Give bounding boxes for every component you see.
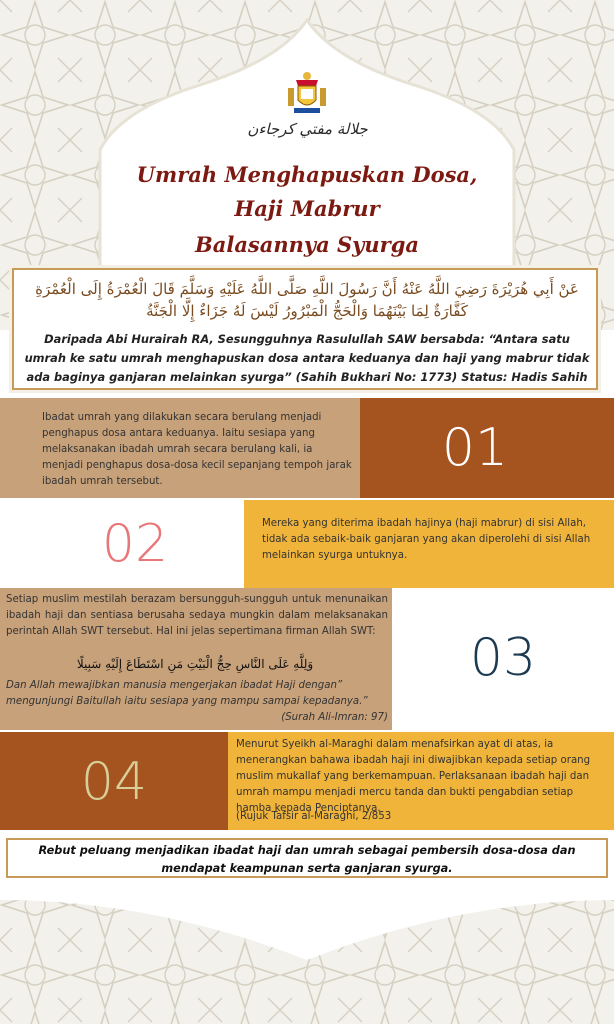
geometric-pattern-bottom bbox=[0, 870, 614, 1024]
point-01-number: 01 bbox=[441, 418, 509, 478]
point-04-text: Menurut Syeikh al-Maraghi dalam menafsirkan ayat di atas, ia menerangkan bahawa ibadah haji ini diwajibkan kepada setiap orang muslim mukallaf yang berkemampuan. Perlaksanaan ibadah haji dan umrah mampu menjadi mercu tanda dan bukti pengabdian setiap hamba kepada Penciptanya. bbox=[236, 739, 591, 814]
hadith-arabic-text: عَنْ أَبِي هُرَيْرَةَ رَضِيَ اللَّهُ عَنْهُ أَنَّ رَسُولَ اللَّهِ صَلَّى اللَّهُ عَلَيْهِ وَسَلَّمَ قَالَ الْعُمْرَةُ إِلَى الْعُمْرَةِ كَفَّارَةٌ لِمَا بَيْنَهُمَا وَالْحَجُّ الْمَبْرُورُ لَيْسَ لَهُ جَزَاءٌ إِلَّا الْجَنَّةُ bbox=[35, 280, 579, 320]
point-row-02 bbox=[0, 500, 614, 588]
hadith-box bbox=[12, 268, 598, 390]
point-04-number-panel bbox=[0, 732, 228, 830]
point-02-text: Mereka yang diterima ibadah hajinya (haji mabrur) di sisi Allah, tidak ada sebaik-baik ganjaran yang akan diperolehi di sisi Allah melainkan syurga untuknya. bbox=[262, 518, 591, 561]
point-01-text-panel bbox=[0, 398, 360, 498]
point-03-translation: Dan Allah mewajibkan manusia mengerjakan ibadat Haji dengan” mengunjungi Baitullah iaitu sesiapa yang mampu sampai kepadanya.” bbox=[6, 680, 368, 707]
closing-message: Rebut peluang menjadikan ibadat haji dan umrah sebagai pembersih dosa-dosa dan mendapat keampunan serta ganjaran syurga. bbox=[38, 844, 576, 875]
point-03-number: 03 bbox=[469, 628, 537, 688]
point-02-number-panel bbox=[0, 500, 244, 588]
point-03-arabic-verse: وَلِلَّهِ عَلَى النَّاسِ حِجُّ الْبَيْتِ مَنِ اسْتَطَاعَ إِلَيْهِ سَبِيلًا bbox=[76, 657, 314, 671]
point-01-number-panel bbox=[360, 398, 614, 498]
point-04-number: 04 bbox=[80, 752, 148, 812]
point-row-01 bbox=[0, 398, 614, 498]
point-02-text-panel bbox=[244, 500, 614, 588]
point-03-text: Setiap muslim mestilah berazam bersungguh-sungguh untuk menunaikan ibadah haji dan sentiasa berusaha sedaya mungkin dalam melaksanakan perintah Allah SWT tersebut. Hal ini jelas sepertimana firman Allah SWT: bbox=[6, 594, 388, 637]
point-04-text-panel bbox=[228, 732, 614, 830]
title-line-3: Balasannya Syurga bbox=[194, 232, 420, 257]
crest-emblem bbox=[284, 70, 330, 116]
point-01-text: Ibadat umrah yang dilakukan secara berulang menjadi penghapus dosa antara keduanya. Iaitu sesiapa yang melaksanakan ibadah umrah secara berulang kali, ia menjadi penghapus dosa-dosa kecil sepanjang tempoh jarak ibadah umrah tersebut. bbox=[42, 412, 352, 487]
point-row-03 bbox=[0, 588, 614, 730]
point-03-text-panel bbox=[0, 588, 392, 730]
point-03-reference: (Surah Ali-Imran: 97) bbox=[281, 712, 388, 723]
calligraphy-signature: جلالة مفتي كرجاءن bbox=[247, 120, 368, 138]
title-line-2: Haji Mabrur bbox=[234, 196, 380, 221]
point-04-reference: (Rujuk Tafsir al-Maraghi, 2/853 bbox=[236, 811, 392, 822]
closing-message-box bbox=[6, 838, 608, 878]
point-row-04 bbox=[0, 732, 614, 830]
point-02-number: 02 bbox=[101, 514, 169, 574]
title-line-1: Umrah Menghapuskan Dosa, bbox=[136, 162, 478, 187]
point-03-number-panel bbox=[392, 588, 614, 730]
hadith-translation: Daripada Abi Hurairah RA, Sesungguhnya Rasulullah SAW bersabda: “Antara satu umrah ke satu umrah menghapuskan dosa antara keduanya dan haji yang mabrur tidak ada baginya ganjaran melainkan syurga” (Sahih Bukhari No: 1773) Status: Hadis Sahih bbox=[24, 332, 590, 384]
